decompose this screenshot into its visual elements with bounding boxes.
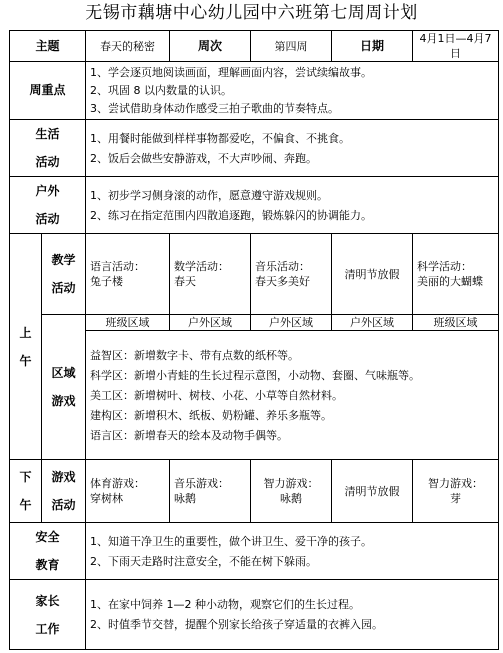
teaching-cell-tue	[170, 234, 251, 315]
weekly-focus-item: 3、尝试借助身体动作感受三拍子歌曲的节奏特点。	[90, 102, 340, 115]
game-type: 体育游戏：	[90, 477, 146, 490]
weekly-focus-label: 周重点	[10, 62, 86, 120]
game-type: 音乐游戏：	[174, 477, 230, 490]
safety-label-1: 安全	[35, 530, 60, 544]
game-cell-thu	[332, 460, 413, 523]
morning-label	[10, 234, 42, 460]
game-type: 智力游戏：	[263, 477, 319, 490]
game-name: 咏鹅	[174, 492, 197, 505]
activity-type: 科学活动：	[417, 260, 473, 273]
activity-name: 兔子楼	[90, 275, 124, 288]
activity-name: 美丽的大蝴蝶	[417, 275, 484, 288]
safety-item: 2、下雨天走路时注意安全，不能在树下躲雨。	[90, 554, 318, 568]
activity-type: 语言活动：	[90, 260, 146, 273]
parents-item: 1、在家中饲养 1—2 种小动物，观察它们的生长过程。	[90, 598, 361, 611]
game-label-2: 活动	[51, 498, 76, 512]
week-value: 第四周	[251, 31, 332, 62]
morning-label-2: 午	[19, 353, 32, 368]
activity-type: 音乐活动：	[255, 260, 311, 273]
weekly-focus-item: 1、学会逐页地阅读画面，理解画面内容，尝试续编故事。	[90, 66, 373, 79]
area-location: 班级区域	[86, 315, 170, 331]
area-content	[86, 331, 499, 460]
teaching-row	[10, 234, 499, 315]
teaching-cell-thu	[332, 234, 413, 315]
morning-label-1: 上	[19, 325, 32, 340]
outdoor-item: 1、初步学习侧身滚的动作，愿意遵守游戏规则。	[90, 188, 329, 202]
game-type: 智力游戏：	[428, 477, 484, 490]
parents-item: 2、时值季节交替，提醒个别家长给孩子穿适量的衣裤入园。	[90, 618, 384, 631]
date-value: 4月1日—4月7日	[413, 31, 499, 62]
game-name: 清明节放假	[344, 484, 400, 498]
weekly-plan-table	[9, 30, 499, 650]
area-location: 班级区域	[413, 315, 499, 331]
teaching-label-2: 活动	[51, 281, 76, 295]
outdoor-label-1: 户外	[35, 184, 60, 198]
game-cell-tue	[170, 460, 251, 523]
outdoor-item: 2、练习在指定范围内四散追逐跑，锻炼躲闪的协调能力。	[90, 208, 373, 222]
game-cell-fri	[413, 460, 499, 523]
header-row	[10, 31, 499, 62]
life-content	[86, 120, 499, 177]
area-label-2: 游戏	[51, 394, 76, 408]
safety-content	[86, 523, 499, 580]
area-item: 美工区：新增树叶、树枝、小花、小草等自然材料。	[90, 388, 344, 402]
afternoon-label	[10, 460, 42, 523]
life-label	[10, 120, 86, 177]
safety-label	[10, 523, 86, 580]
area-location: 户外区域	[251, 315, 332, 331]
area-label	[42, 315, 86, 460]
weekly-focus-content	[86, 62, 499, 120]
game-cell-wed	[251, 460, 332, 523]
area-item: 建构区：新增积木、纸板、奶粉罐、养乐多瓶等。	[90, 408, 333, 422]
activity-name: 春天	[174, 275, 197, 288]
area-location-row	[10, 315, 499, 331]
area-item: 科学区：新增小青蛙的生长过程示意图，小动物、套圈、气味瓶等。	[90, 368, 421, 382]
safety-row	[10, 523, 499, 580]
outdoor-content	[86, 177, 499, 234]
teaching-cell-mon	[86, 234, 170, 315]
life-item: 1、用餐时能做到样样事物都爱吃，不偏食、不挑食。	[90, 131, 351, 145]
theme-value: 春天的秘密	[86, 31, 170, 62]
area-location: 户外区域	[170, 315, 251, 331]
parents-label	[10, 580, 86, 650]
area-label-1: 区域	[51, 366, 76, 380]
parents-content	[86, 580, 499, 650]
parents-row	[10, 580, 499, 650]
outdoor-label	[10, 177, 86, 234]
outdoor-row	[10, 177, 499, 234]
area-location: 户外区域	[332, 315, 413, 331]
teaching-cell-wed	[251, 234, 332, 315]
activity-name: 清明节放假	[344, 267, 400, 281]
outdoor-label-2: 活动	[35, 212, 60, 226]
game-label-1: 游戏	[51, 470, 76, 484]
parents-label-1: 家长	[35, 593, 60, 608]
afternoon-label-1: 下	[19, 470, 32, 484]
activity-type: 数学活动：	[174, 260, 230, 273]
teaching-label-1: 教学	[51, 253, 76, 267]
life-label-2: 活动	[35, 155, 60, 169]
page-title: 无锡市藕塘中心幼儿园中六班第七周周计划	[85, 3, 418, 23]
safety-label-2: 教育	[35, 558, 60, 572]
teaching-cell-fri	[413, 234, 499, 315]
game-label	[42, 460, 86, 523]
life-row	[10, 120, 499, 177]
life-label-1: 生活	[35, 127, 60, 141]
teaching-label	[42, 234, 86, 315]
game-name: 咏鹅	[280, 492, 303, 505]
area-item: 语言区：新增春天的绘本及动物手偶等。	[90, 428, 289, 442]
date-label: 日期	[332, 31, 413, 62]
game-name: 穿树林	[90, 492, 124, 505]
week-label: 周次	[170, 31, 251, 62]
area-item: 益智区：新增数字卡、带有点数的纸杯等。	[90, 348, 300, 362]
afternoon-label-2: 午	[19, 498, 32, 512]
game-name: 芽	[450, 492, 462, 505]
theme-label: 主题	[10, 31, 86, 62]
game-cell-mon	[86, 460, 170, 523]
safety-item: 1、知道干净卫生的重要性，做个讲卫生、爱干净的孩子。	[90, 534, 373, 548]
weekly-focus-item: 2、巩固 8 以内数量的认识。	[90, 84, 233, 97]
parents-label-2: 工作	[35, 621, 60, 636]
weekly-focus-row	[10, 62, 499, 120]
afternoon-row	[10, 460, 499, 523]
activity-name: 春天多美好	[255, 275, 311, 288]
life-item: 2、饭后会做些安静游戏，不大声吵闹、奔跑。	[90, 151, 318, 165]
